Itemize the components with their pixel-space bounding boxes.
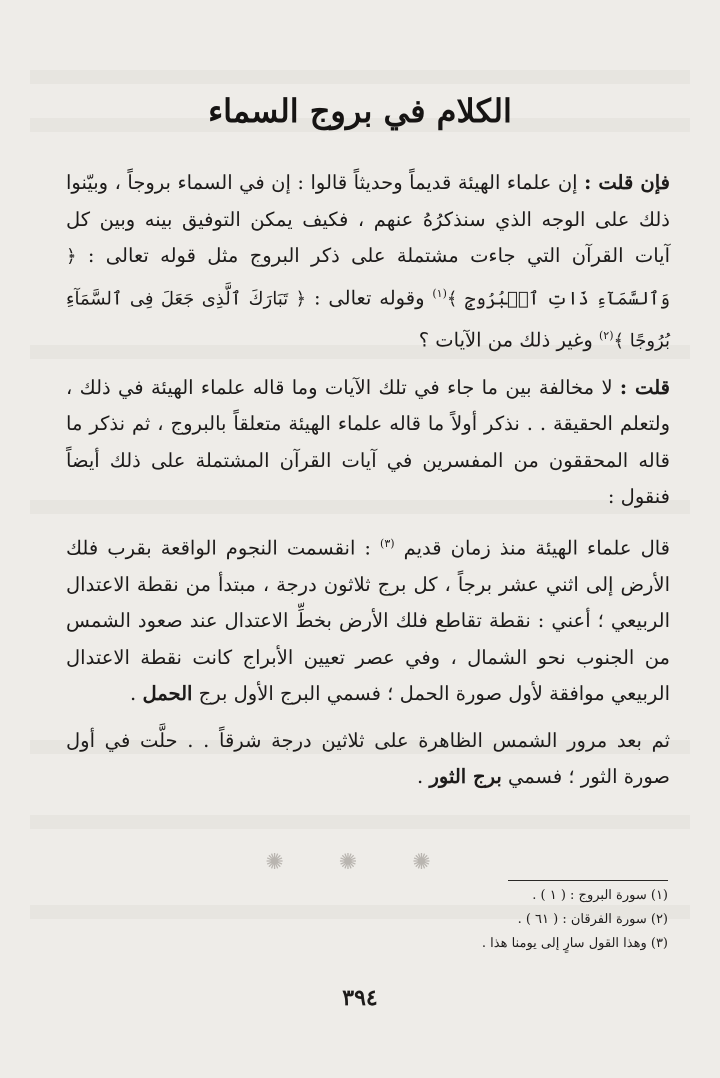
page-number: ٣٩٤ [342,985,378,1011]
footnote-ref: (٢) [598,328,614,342]
footnote-rule [508,880,668,881]
footnotes [108,884,668,956]
footnote-item: (١) سورة البروج : ( ١ ) . [532,888,668,903]
paragraph-text: وغير ذلك من الآيات ؟ [418,328,599,351]
chapter-heading: الكلام في بروج السماء [208,92,512,130]
paragraph [66,165,670,360]
bold-term: الحمل [142,682,193,705]
paragraph [66,526,670,713]
paragraph-text: ثم بعد مرور الشمس الظاهرة على ثلاثين درجة شرقاً . . حلَّت في أول صورة الثور ؛ فسمي [66,728,670,788]
bleed-through-line [30,815,690,829]
paragraph-text: لا مخالفة بين ما جاء في تلك الآيات وما قاله علماء الهيئة في ذلك ، ولتعلم الحقيقة . . نذكر أولاً ما قاله علماء الهيئة متعلقاً بالبروج ، ثم نذكر ما قاله المحققون من المفسرين في آيات القرآن المشتملة على ذلك أيضاً فنقول : [66,375,670,508]
paragraph [66,370,670,516]
footnote-item: (٣) وهذا القول سارٍ إلى يومنا هذا . [481,936,668,951]
quran-quote: ﴿ وَٱلسَّمَآءِ ذَاتِ ٱلۡبُرُوجِ ﴾ [66,246,671,309]
paragraph-text: . [417,765,430,788]
main-text [66,165,670,806]
paragraph-text: قال علماء الهيئة منذ زمان قديم [394,536,670,559]
paragraph-text: إن علماء الهيئة قديماً وحديثاً قالوا : إن في السماء بروجاً ، وبيّنوا ذلك على الوجه الذي سنذكرُهُ عنهم ، فكيف يمكن التوفيق بينه وبين كل آيات القرآن التي جاءت مشتملة على ذكر البروج مثل قوله تعالى : [66,171,670,267]
paragraph-text: : انقسمت النجوم الواقعة بقرب فلك الأرض إلى اثني عشر برجاً ، كل برج ثلاثون درجة ، مبتدأ من نقطة الاعتدال الربيعي ؛ أعني : نقطة تقاطع فلك الأرض بخطِّ الاعتدال عند صعود الشمس من الجنوب نحو الشمال ، وفي عصر تعيين الأبراج كانت نقطة الاعتدال الربيعي موافقة لأول صورة الحمل ؛ فسمي البرج الأول برج [66,536,670,705]
footnote-item: (٢) سورة الفرقان : ( ٦١ ) . [517,912,668,927]
quran-quote: ﴿ تَبَارَكَ ٱلَّذِى جَعَلَ فِى ٱلسَّمَآءِ بُرُوجًا ﴾ [66,288,670,351]
paragraph-text: . [130,682,143,705]
bold-term: برج الثور [429,765,502,788]
paragraph-text: وقوله تعالى : [306,286,433,309]
ornament-stars: ✺ ✺ ✺ [265,850,455,875]
bleed-through-line [30,70,690,84]
paragraph-lead: فإن قلت : [584,171,670,194]
footnote-ref: (٣) [380,536,395,550]
paragraph-lead: قلت : [619,375,670,399]
footnote-ref: (١) [432,286,447,300]
paragraph [66,723,670,796]
